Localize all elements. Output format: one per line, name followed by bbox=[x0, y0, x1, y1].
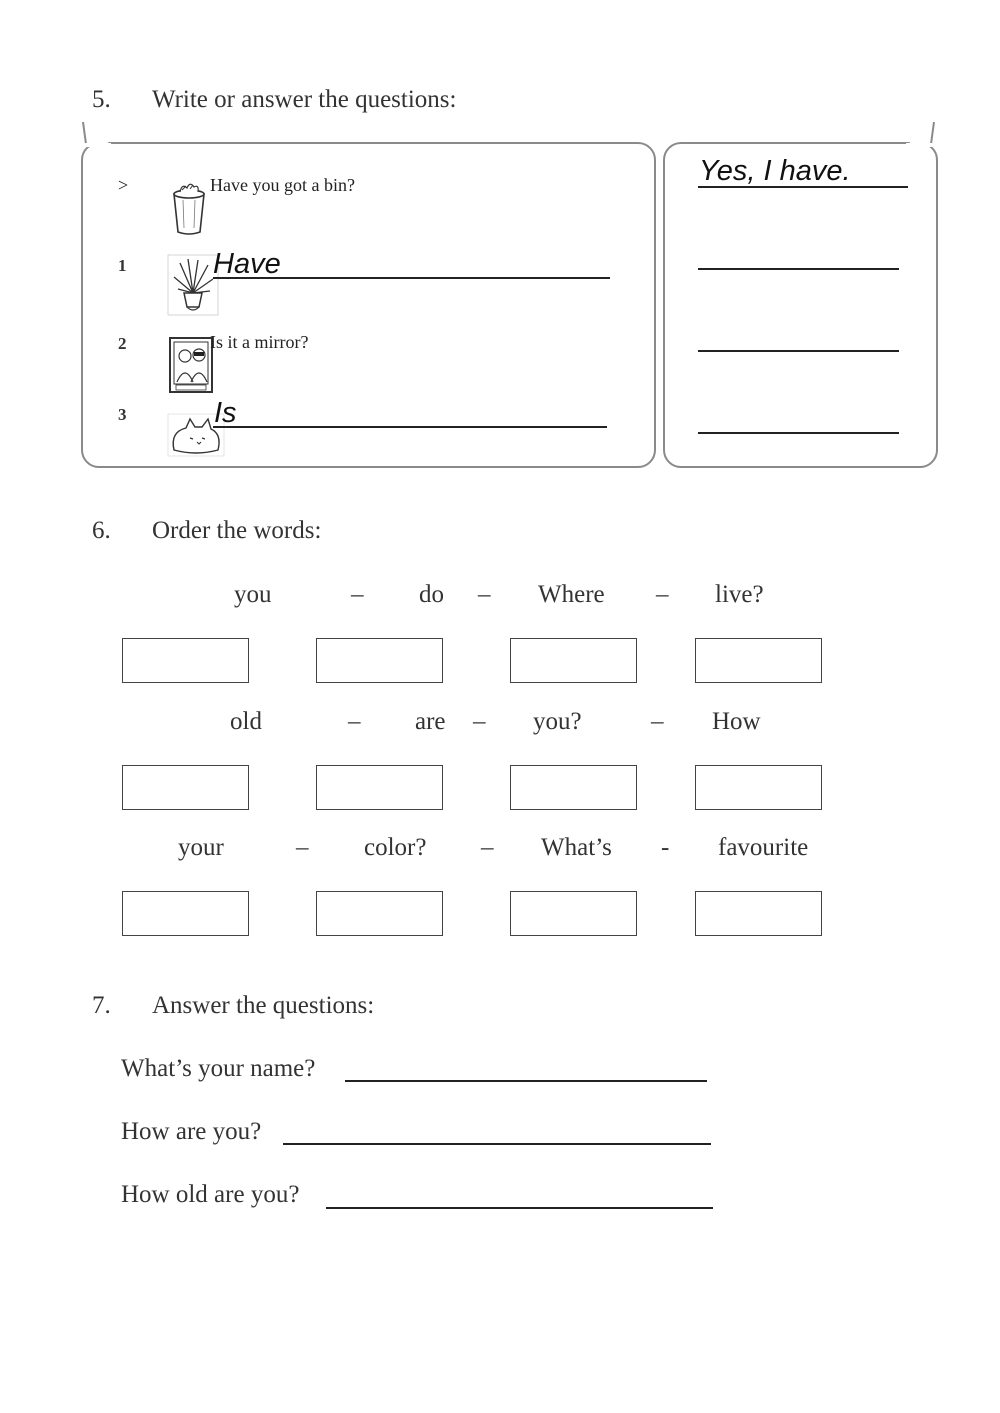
word-card: Where bbox=[538, 581, 605, 608]
word-card: What’s bbox=[541, 834, 612, 861]
row-number-1: 1 bbox=[118, 256, 127, 275]
question-line-1[interactable] bbox=[213, 277, 610, 279]
question-2-text: Is it a mirror? bbox=[210, 332, 309, 352]
word-card: favourite bbox=[718, 834, 809, 861]
answer-bubble-tail bbox=[900, 120, 940, 148]
question-how-are-you: How are you? bbox=[121, 1118, 262, 1145]
answer-box-row3-4[interactable] bbox=[695, 891, 822, 936]
question-name: What’s your name? bbox=[121, 1055, 316, 1082]
row-number-example: > bbox=[118, 175, 129, 195]
section-6-title: Order the words: bbox=[152, 517, 322, 544]
answer-box-row1-3[interactable] bbox=[510, 638, 637, 683]
answer-line-1[interactable] bbox=[698, 268, 899, 270]
word-separator: – bbox=[478, 581, 491, 608]
word-card: old bbox=[230, 708, 262, 735]
row-number-3: 3 bbox=[118, 405, 127, 424]
word-separator: – bbox=[656, 581, 669, 608]
word-card: you bbox=[234, 581, 272, 608]
answer-box-row3-3[interactable] bbox=[510, 891, 637, 936]
bin-icon bbox=[168, 180, 210, 236]
mirror-icon bbox=[168, 336, 214, 394]
word-separator: – bbox=[351, 581, 364, 608]
answer-box-row2-1[interactable] bbox=[122, 765, 249, 810]
word-card: are bbox=[415, 708, 446, 735]
section-5-title: Write or answer the questions: bbox=[152, 86, 457, 113]
section-6-heading bbox=[92, 517, 692, 547]
section-5-number: 5. bbox=[92, 86, 111, 113]
answer-box-row2-3[interactable] bbox=[510, 765, 637, 810]
written-word-3: Is bbox=[214, 397, 237, 429]
word-card: live? bbox=[715, 581, 764, 608]
answer-line-2[interactable] bbox=[698, 350, 899, 352]
answer-example-text: Yes, I have. bbox=[699, 155, 851, 187]
answer-line-name[interactable] bbox=[345, 1080, 707, 1082]
word-separator: – bbox=[296, 834, 309, 861]
answer-box-row1-1[interactable] bbox=[122, 638, 249, 683]
question-bubble-tail bbox=[80, 120, 120, 148]
word-separator: – bbox=[348, 708, 361, 735]
answer-line-3[interactable] bbox=[698, 432, 899, 434]
answer-box-row1-4[interactable] bbox=[695, 638, 822, 683]
word-separator: - bbox=[661, 834, 670, 861]
answer-line-example[interactable] bbox=[698, 186, 908, 188]
row-number-2: 2 bbox=[118, 334, 127, 353]
question-example-text: Have you got a bin? bbox=[210, 175, 355, 195]
plant-icon bbox=[168, 255, 218, 315]
section-7-title: Answer the questions: bbox=[152, 992, 375, 1019]
section-5-heading bbox=[92, 86, 692, 116]
answer-bubble bbox=[663, 142, 938, 468]
question-line-3[interactable] bbox=[213, 426, 607, 428]
word-card: color? bbox=[364, 834, 427, 861]
section-6-number: 6. bbox=[92, 517, 111, 544]
section-7-number: 7. bbox=[92, 992, 111, 1019]
question-age: How old are you? bbox=[121, 1181, 300, 1208]
answer-box-row3-2[interactable] bbox=[316, 891, 443, 936]
word-card: you? bbox=[533, 708, 582, 735]
answer-box-row2-4[interactable] bbox=[695, 765, 822, 810]
section-7-heading bbox=[92, 992, 692, 1022]
word-separator: – bbox=[473, 708, 486, 735]
word-card: your bbox=[178, 834, 224, 861]
answer-line-age[interactable] bbox=[326, 1207, 713, 1209]
word-card: How bbox=[712, 708, 761, 735]
answer-box-row2-2[interactable] bbox=[316, 765, 443, 810]
answer-box-row1-2[interactable] bbox=[316, 638, 443, 683]
answer-line-how-are-you[interactable] bbox=[283, 1143, 711, 1145]
word-card: do bbox=[419, 581, 444, 608]
word-separator: – bbox=[651, 708, 664, 735]
word-separator: – bbox=[481, 834, 494, 861]
answer-box-row3-1[interactable] bbox=[122, 891, 249, 936]
written-word-1: Have bbox=[213, 248, 281, 280]
